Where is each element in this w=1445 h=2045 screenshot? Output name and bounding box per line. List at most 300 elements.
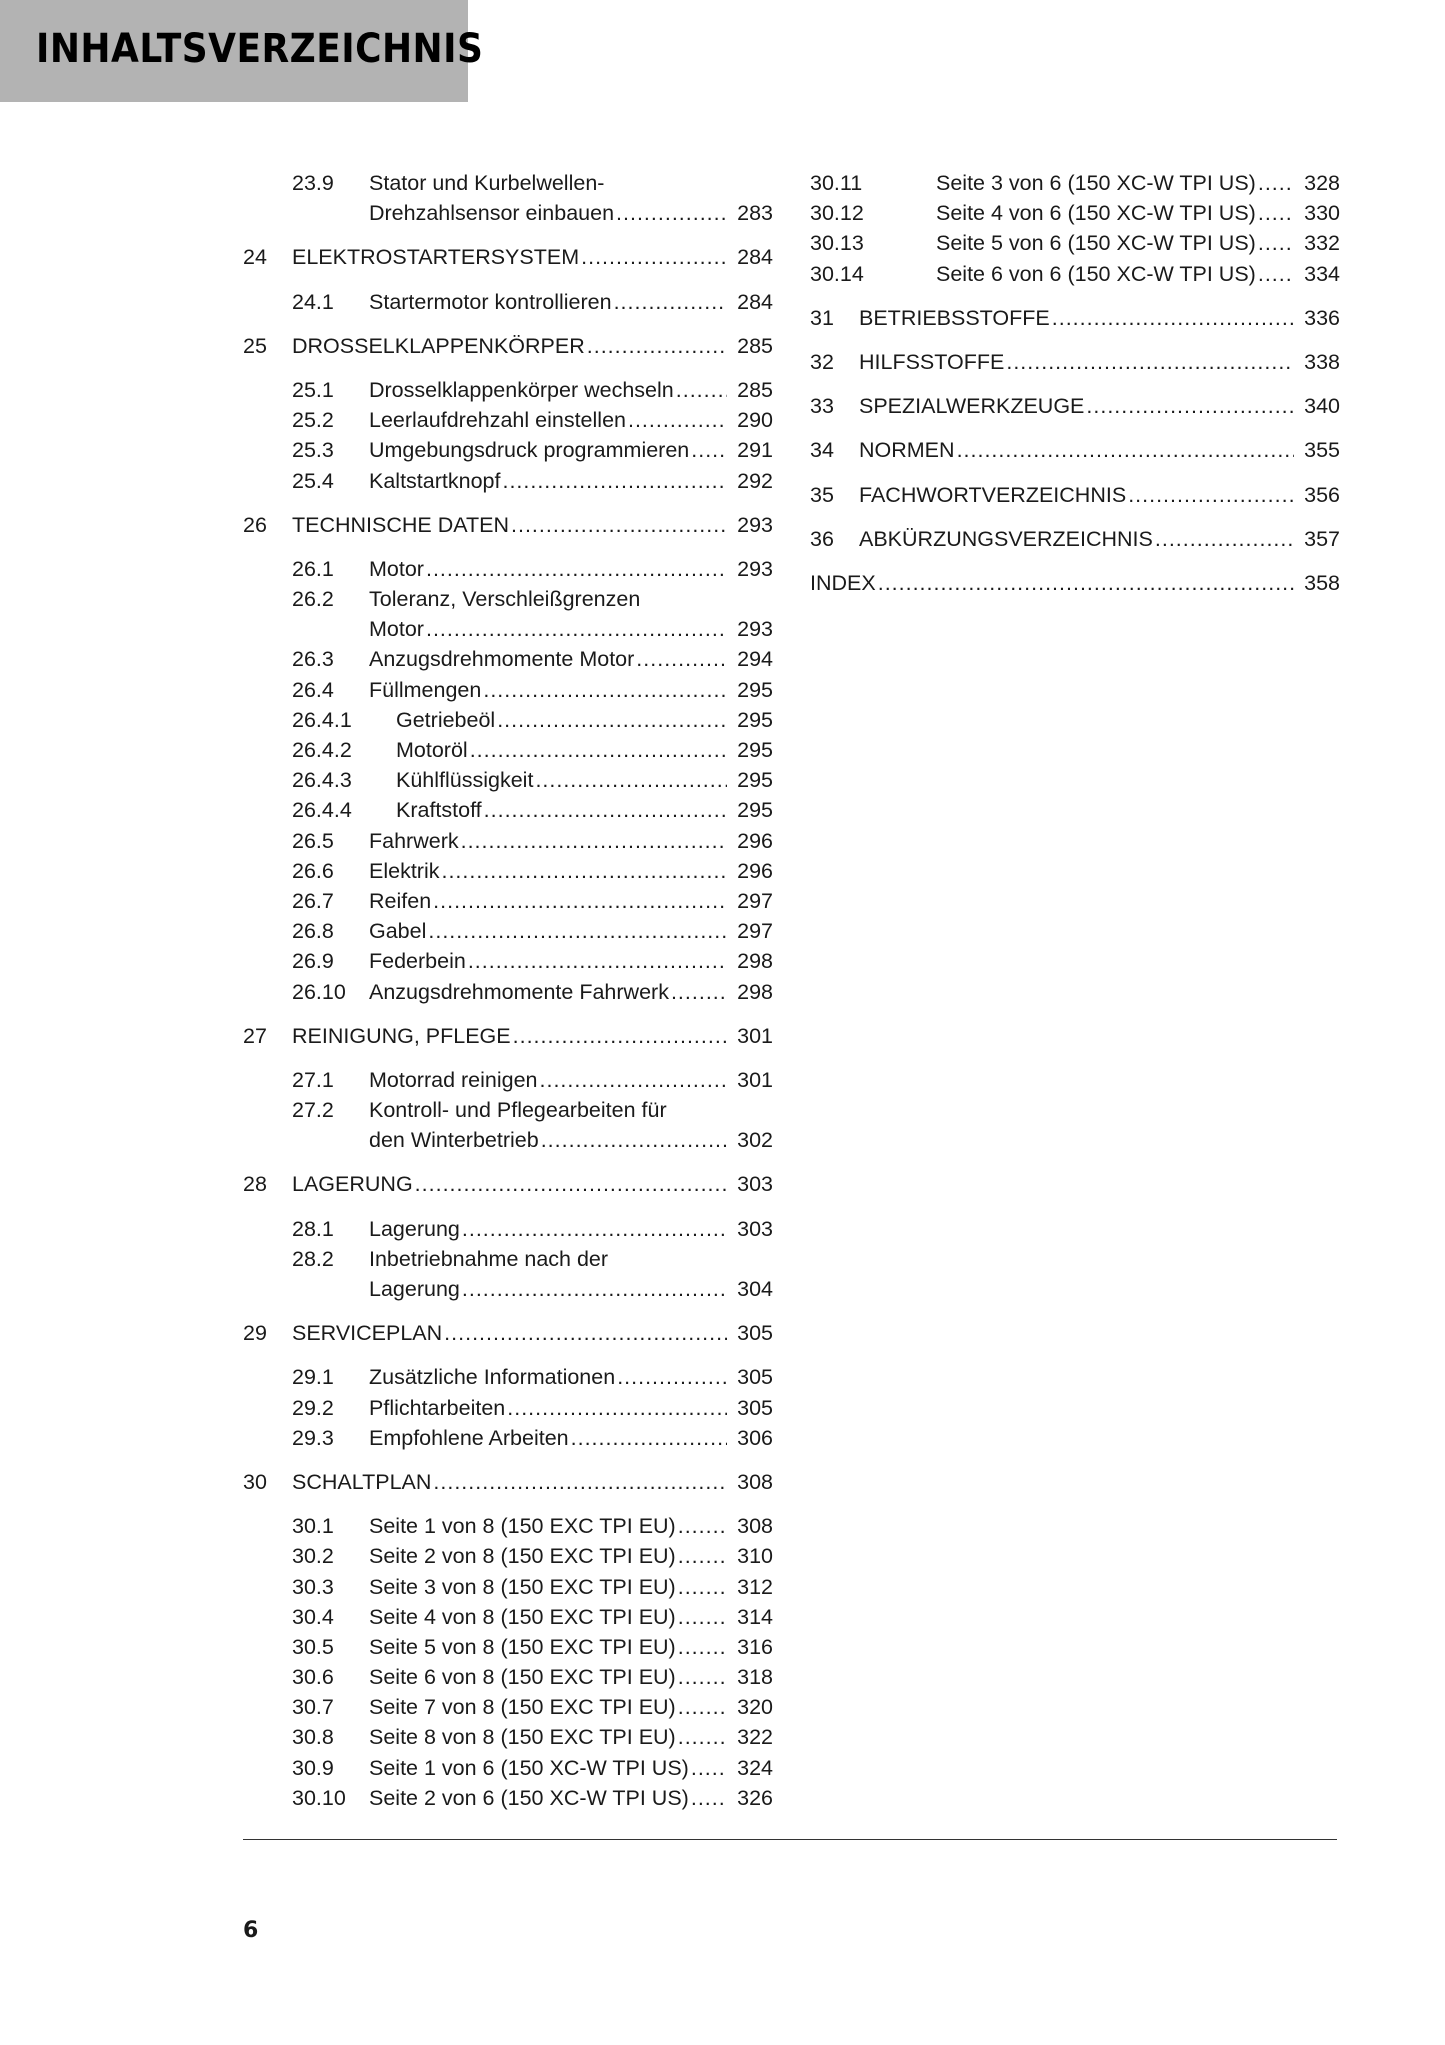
dot-leader: [678, 1722, 727, 1752]
spacer: [810, 377, 1340, 391]
dot-leader: [441, 856, 727, 886]
toc-section-entry[interactable]: [243, 675, 773, 705]
toc-entry-title: Reifen: [369, 888, 432, 913]
toc-entry-line: [243, 168, 773, 198]
toc-section-entry[interactable]: [243, 1362, 773, 1392]
toc-entry-page: 301: [737, 1023, 773, 1048]
toc-entry-number: 29.1: [292, 1365, 334, 1390]
spacer: [243, 1453, 773, 1467]
toc-entry-page: 310: [737, 1544, 773, 1569]
toc-entry-title: Füllmengen: [369, 677, 482, 702]
spacer: [810, 421, 1340, 435]
toc-entry-number: 30.9: [292, 1755, 334, 1780]
toc-entry-title: Seite 5 von 6 (150 XC-W TPI US): [936, 231, 1256, 256]
toc-entry-line: [243, 1244, 773, 1274]
spacer: [810, 333, 1340, 347]
toc-entry-line: [810, 435, 1340, 465]
dot-leader: [678, 1632, 727, 1662]
toc-entry-number: 26.1: [292, 556, 334, 581]
toc-entry-title: Seite 8 von 8 (150 EXC TPI EU): [369, 1725, 676, 1750]
toc-entry-title: Elektrik: [369, 858, 440, 883]
toc-entry-title: BETRIEBSSTOFFE: [859, 305, 1050, 330]
toc-section-entry[interactable]: [243, 1662, 773, 1692]
toc-section-entry[interactable]: [243, 765, 773, 795]
toc-entry-line: [243, 856, 773, 886]
dot-leader: [587, 331, 727, 361]
toc-section-entry[interactable]: [243, 1572, 773, 1602]
toc-entry-title: Seite 5 von 8 (150 EXC TPI EU): [369, 1634, 676, 1659]
toc-right-column: [810, 168, 1340, 598]
dot-leader: [678, 1541, 727, 1571]
toc-entry-number: 30.1: [292, 1514, 334, 1539]
toc-entry-number: 26.10: [292, 979, 346, 1004]
toc-entry-title: Lagerung: [369, 1277, 460, 1301]
toc-entry-page: 336: [1304, 305, 1340, 330]
toc-entry-number: 25: [243, 333, 267, 358]
toc-entry-page: 308: [737, 1469, 773, 1494]
toc-entry-title: Drosselklappenkörper wechseln: [369, 377, 674, 402]
toc-entry-number: 26.2: [292, 587, 334, 612]
toc-section-entry[interactable]: [810, 259, 1340, 289]
toc-entry-title: Motor: [369, 617, 424, 642]
toc-section-entry[interactable]: [243, 168, 773, 228]
toc-entry-number: 25.1: [292, 377, 334, 402]
toc-entry-number: 26.4.2: [292, 738, 352, 762]
spacer: [243, 540, 773, 554]
dot-leader: [502, 466, 727, 496]
toc-entry-title: Seite 1 von 6 (150 XC-W TPI US): [369, 1755, 689, 1780]
toc-entry-number: 28.2: [292, 1246, 334, 1271]
toc-entry-line: [243, 946, 773, 976]
toc-entry-page: 290: [737, 408, 773, 433]
toc-entry-page: 332: [1304, 231, 1340, 256]
toc-entry-title: Kaltstartknopf: [369, 468, 501, 493]
dot-leader: [581, 242, 727, 272]
dot-leader: [691, 1753, 727, 1783]
dot-leader: [1258, 198, 1294, 228]
toc-chapter-entry[interactable]: [243, 1021, 773, 1051]
toc-section-entry[interactable]: [243, 1065, 773, 1095]
toc-entry-number: 30.6: [292, 1665, 334, 1690]
toc-entry-title: Motoröl: [396, 738, 468, 762]
toc-entry-line: [243, 1423, 773, 1453]
toc-entry-number: 30.5: [292, 1634, 334, 1659]
toc-section-entry[interactable]: [810, 168, 1340, 198]
toc-entry-number: 25.2: [292, 408, 334, 433]
toc-entry-line: [243, 331, 773, 361]
dot-leader: [691, 435, 727, 465]
toc-entry-page: 293: [737, 512, 773, 537]
toc-entry-number: 24: [243, 245, 267, 270]
toc-entry-title: Seite 2 von 8 (150 EXC TPI EU): [369, 1544, 676, 1569]
toc-entry-number: 34: [810, 438, 834, 463]
toc-entry-number: 26: [243, 512, 267, 537]
toc-entry-line: [243, 1467, 773, 1497]
toc-entry-title: Anzugsdrehmomente Fahrwerk: [369, 979, 669, 1004]
toc-entry-number: 30.10: [292, 1785, 346, 1810]
toc-entry-title: Seite 4 von 6 (150 XC-W TPI US): [936, 201, 1256, 226]
toc-section-entry[interactable]: [810, 228, 1340, 258]
toc-chapter-entry[interactable]: [810, 568, 1340, 598]
toc-entry-line: [243, 705, 773, 735]
toc-section-entry[interactable]: [243, 1783, 773, 1813]
toc-section-entry[interactable]: [243, 826, 773, 856]
toc-entry-title: Getriebeöl: [396, 707, 496, 732]
spacer: [243, 1007, 773, 1021]
dot-leader: [433, 886, 727, 916]
dot-leader: [678, 1511, 727, 1541]
toc-chapter-entry[interactable]: [810, 524, 1340, 554]
toc-section-entry[interactable]: [243, 1511, 773, 1541]
toc-entry-line: [243, 735, 773, 765]
toc-entry-title: Seite 1 von 8 (150 EXC TPI EU): [369, 1514, 676, 1539]
toc-entry-page: 303: [737, 1172, 773, 1197]
toc-entry-title: Startermotor kontrollieren: [369, 289, 612, 314]
spacer: [243, 1348, 773, 1362]
toc-entry-title: den Winterbetrieb: [369, 1128, 539, 1153]
toc-entry-line: [243, 1065, 773, 1095]
dot-leader: [878, 568, 1294, 598]
dot-leader: [511, 510, 727, 540]
toc-entry-line: [243, 765, 773, 795]
toc-entry-number: 33: [810, 394, 834, 419]
spacer: [243, 361, 773, 375]
dot-leader: [1006, 347, 1294, 377]
toc-entry-line: [243, 1274, 773, 1304]
toc-entry-line: [243, 1722, 773, 1752]
toc-entry-page: 357: [1304, 526, 1340, 551]
toc-entry-line: [810, 259, 1340, 289]
toc-entry-line: [243, 554, 773, 584]
toc-chapter-entry[interactable]: [243, 510, 773, 540]
toc-left-column: [243, 168, 773, 1813]
dot-leader: [426, 554, 727, 584]
toc-entry-line: [243, 1753, 773, 1783]
toc-entry-line: [243, 1021, 773, 1051]
dot-leader: [507, 1393, 727, 1423]
toc-entry-page: 355: [1304, 438, 1340, 463]
toc-section-entry[interactable]: [243, 287, 773, 317]
toc-entry-title: ELEKTROSTARTERSYSTEM: [292, 245, 580, 270]
toc-entry-page: 284: [737, 289, 773, 314]
toc-section-entry[interactable]: [810, 198, 1340, 228]
toc-entry-page: 296: [737, 828, 773, 853]
toc-entry-line: [810, 198, 1340, 228]
dot-leader: [462, 1214, 727, 1244]
footer-divider: [243, 1839, 1337, 1840]
toc-section-entry[interactable]: [243, 946, 773, 976]
toc-section-entry[interactable]: [243, 705, 773, 735]
toc-entry-number: 30.13: [810, 231, 864, 256]
dot-leader: [433, 1467, 727, 1497]
toc-entry-title: Empfohlene Arbeiten: [369, 1425, 569, 1450]
dot-leader: [461, 826, 727, 856]
dot-leader: [1258, 228, 1294, 258]
toc-entry-line: [243, 1318, 773, 1348]
toc-entry-page: 316: [737, 1634, 773, 1659]
dot-leader: [676, 375, 727, 405]
toc-section-entry[interactable]: [243, 554, 773, 584]
toc-entry-title: Motorrad reinigen: [369, 1067, 538, 1092]
toc-section-entry[interactable]: [243, 1244, 773, 1304]
toc-section-entry[interactable]: [243, 1602, 773, 1632]
toc-entry-title: Gabel: [369, 919, 427, 944]
toc-section-entry[interactable]: [243, 856, 773, 886]
toc-entry-title: HILFSSTOFFE: [859, 349, 1005, 374]
dot-leader: [691, 1783, 727, 1813]
toc-entry-line: [243, 1125, 773, 1155]
toc-entry-page: 284: [737, 245, 773, 270]
toc-section-entry[interactable]: [243, 916, 773, 946]
toc-entry-line: [243, 510, 773, 540]
toc-entry-page: 308: [737, 1514, 773, 1539]
toc-section-entry[interactable]: [243, 1722, 773, 1752]
toc-entry-line: [243, 675, 773, 705]
toc-entry-page: 295: [737, 738, 773, 762]
toc-entry-number: 30.4: [292, 1604, 334, 1629]
toc-chapter-entry[interactable]: [810, 303, 1340, 333]
toc-entry-page: 293: [737, 556, 773, 581]
toc-entry-line: [810, 303, 1340, 333]
toc-entry-number: 28.1: [292, 1216, 334, 1241]
dot-leader: [428, 916, 727, 946]
toc-entry-title: FACHWORTVERZEICHNIS: [859, 482, 1127, 507]
toc-entry-line: [243, 1393, 773, 1423]
toc-entry-title: SPEZIALWERKZEUGE: [859, 394, 1085, 419]
toc-section-entry[interactable]: [243, 795, 773, 825]
toc-section-entry[interactable]: [243, 1423, 773, 1453]
toc-chapter-entry[interactable]: [810, 480, 1340, 510]
toc-entry-line: [810, 228, 1340, 258]
toc-entry-number: 36: [810, 526, 834, 551]
toc-section-entry[interactable]: [243, 1541, 773, 1571]
toc-entry-page: 320: [737, 1695, 773, 1720]
spacer: [243, 1200, 773, 1214]
toc-entry-page: 305: [737, 1395, 773, 1420]
spacer: [810, 554, 1340, 568]
toc-entry-page: 324: [737, 1755, 773, 1780]
toc-entry-title: Seite 4 von 8 (150 EXC TPI EU): [369, 1604, 676, 1629]
toc-entry-line: [243, 1095, 773, 1125]
toc-entry-line: [243, 826, 773, 856]
dot-leader: [678, 1572, 727, 1602]
toc-entry-title: Seite 2 von 6 (150 XC-W TPI US): [369, 1785, 689, 1810]
toc-chapter-entry[interactable]: [810, 391, 1340, 421]
toc-entry-line: [810, 391, 1340, 421]
toc-entry-page: 293: [737, 617, 773, 642]
dot-leader: [1258, 259, 1294, 289]
page-number: 6: [243, 1918, 259, 1943]
toc-entry-number: 26.4.1: [292, 707, 352, 732]
toc-entry-line: [243, 1541, 773, 1571]
toc-entry-line: [243, 1783, 773, 1813]
toc-entry-page: 298: [737, 949, 773, 974]
toc-entry-line: [243, 1511, 773, 1541]
toc-entry-number: 26.8: [292, 919, 334, 944]
page-title: INHALTSVERZEICHNIS: [36, 26, 484, 72]
dot-leader: [483, 675, 727, 705]
toc-entry-line: [810, 480, 1340, 510]
toc-entry-page: 318: [737, 1665, 773, 1690]
toc-section-entry[interactable]: [243, 405, 773, 435]
spacer: [243, 1051, 773, 1065]
toc-section-entry[interactable]: [243, 735, 773, 765]
spacer: [810, 510, 1340, 524]
dot-leader: [678, 1602, 727, 1632]
toc-entry-line: [243, 1692, 773, 1722]
toc-section-entry[interactable]: [243, 644, 773, 674]
spacer: [243, 1304, 773, 1318]
toc-entry-title: NORMEN: [859, 438, 955, 463]
toc-entry-page: 301: [737, 1067, 773, 1092]
spacer: [243, 1497, 773, 1511]
dot-leader: [614, 287, 727, 317]
toc-entry-number: 26.3: [292, 647, 334, 672]
toc-section-entry[interactable]: [243, 466, 773, 496]
toc-entry-page: 295: [737, 707, 773, 732]
toc-entry-title: ABKÜRZUNGSVERZEICHNIS: [859, 526, 1153, 551]
toc-entry-number: 26.4.3: [292, 768, 352, 793]
toc-entry-title: Seite 3 von 6 (150 XC-W TPI US): [936, 171, 1256, 195]
toc-entry-line: [243, 1169, 773, 1199]
toc-entry-line: [243, 977, 773, 1007]
toc-entry-title: Federbein: [369, 949, 466, 974]
dot-leader: [415, 1169, 727, 1199]
header-bar: [0, 0, 484, 102]
toc-entry-title: Umgebungsdruck programmieren: [369, 438, 690, 463]
toc-entry-number: 31: [810, 305, 834, 330]
toc-entry-page: 303: [737, 1216, 773, 1241]
toc-chapter-entry[interactable]: [243, 1169, 773, 1199]
dot-leader: [617, 1362, 727, 1392]
toc-entry-line: [243, 1214, 773, 1244]
toc-entry-page: 356: [1304, 482, 1340, 507]
toc-section-entry[interactable]: [243, 375, 773, 405]
toc-entry-number: 30.7: [292, 1695, 334, 1720]
dot-leader: [426, 614, 727, 644]
toc-entry-page: 334: [1304, 261, 1340, 286]
toc-entry-title: Zusätzliche Informationen: [369, 1365, 616, 1390]
toc-entry-number: 26.9: [292, 949, 334, 974]
dot-leader: [468, 946, 727, 976]
toc-chapter-entry[interactable]: [810, 347, 1340, 377]
dot-leader: [1258, 168, 1294, 198]
toc-entry-page: 297: [737, 919, 773, 944]
dot-leader: [540, 1065, 727, 1095]
toc-entry-page: 292: [737, 468, 773, 493]
toc-entry-title: Toleranz, Verschleißgrenzen: [369, 587, 641, 612]
toc-section-entry[interactable]: [243, 1095, 773, 1155]
dot-leader: [616, 198, 727, 228]
toc-entry-line: [243, 1572, 773, 1602]
toc-entry-number: 27.1: [292, 1067, 334, 1092]
toc-entry-number: 29.2: [292, 1395, 334, 1420]
toc-entry-page: 283: [737, 201, 773, 226]
toc-chapter-entry[interactable]: [243, 1467, 773, 1497]
toc-chapter-entry[interactable]: [810, 435, 1340, 465]
toc-section-entry[interactable]: [243, 435, 773, 465]
toc-entry-title: DROSSELKLAPPENKÖRPER: [292, 333, 585, 358]
toc-section-entry[interactable]: [243, 1214, 773, 1244]
toc-entry-page: 305: [737, 1321, 773, 1346]
toc-entry-line: [810, 347, 1340, 377]
toc-entry-page: 295: [737, 677, 773, 702]
toc-entry-page: 295: [737, 798, 773, 823]
toc-entry-title: Drehzahlsensor einbauen: [369, 201, 615, 226]
toc-entry-line: [243, 1362, 773, 1392]
toc-entry-title: Leerlaufdrehzahl einstellen: [369, 408, 626, 433]
toc-entry-line: [810, 168, 1340, 198]
toc-entry-title: Fahrwerk: [369, 828, 459, 853]
spacer: [243, 496, 773, 510]
toc-section-entry[interactable]: [243, 886, 773, 916]
toc-entry-title: Lagerung: [369, 1216, 460, 1241]
spacer: [243, 317, 773, 331]
dot-leader: [571, 1423, 727, 1453]
toc-entry-number: 30.11: [810, 171, 863, 195]
toc-entry-page: 298: [737, 979, 773, 1004]
dot-leader: [678, 1692, 727, 1722]
toc-chapter-entry[interactable]: [243, 242, 773, 272]
toc-entry-title: Kühlflüssigkeit: [396, 768, 534, 793]
toc-entry-title: Seite 6 von 6 (150 XC-W TPI US): [936, 261, 1256, 286]
toc-entry-number: 30.14: [810, 261, 864, 286]
spacer: [243, 273, 773, 287]
toc-section-entry[interactable]: [243, 1753, 773, 1783]
toc-entry-title: INDEX: [810, 570, 876, 595]
toc-chapter-entry[interactable]: [243, 331, 773, 361]
toc-entry-line: [243, 886, 773, 916]
toc-section-entry[interactable]: [243, 1632, 773, 1662]
toc-entry-title: Seite 3 von 8 (150 EXC TPI EU): [369, 1574, 676, 1599]
toc-chapter-entry[interactable]: [243, 1318, 773, 1348]
toc-entry-number: 30.12: [810, 201, 864, 226]
toc-entry-line: [243, 198, 773, 228]
toc-entry-line: [243, 375, 773, 405]
toc-entry-page: 285: [737, 333, 773, 358]
toc-section-entry[interactable]: [243, 584, 773, 644]
dot-leader: [484, 795, 727, 825]
toc-entry-number: 26.6: [292, 858, 334, 883]
toc-entry-page: 312: [737, 1574, 773, 1599]
toc-entry-line: [810, 524, 1340, 554]
toc-section-entry[interactable]: [243, 1393, 773, 1423]
toc-section-entry[interactable]: [243, 1692, 773, 1722]
toc-entry-line: [243, 795, 773, 825]
toc-entry-number: 28: [243, 1172, 267, 1197]
dot-leader: [497, 705, 727, 735]
spacer: [810, 466, 1340, 480]
toc-entry-number: 26.7: [292, 888, 334, 913]
toc-entry-number: 27: [243, 1023, 267, 1048]
dot-leader: [535, 765, 727, 795]
toc-entry-number: 24.1: [292, 289, 334, 314]
dot-leader: [513, 1021, 727, 1051]
toc-entry-number: 27.2: [292, 1098, 334, 1123]
toc-entry-number: 32: [810, 349, 834, 374]
toc-entry-line: [243, 614, 773, 644]
toc-entry-title: TECHNISCHE DATEN: [292, 512, 510, 537]
toc-entry-page: 291: [737, 438, 773, 463]
toc-entry-line: [243, 466, 773, 496]
toc-entry-page: 338: [1304, 349, 1340, 374]
toc-section-entry[interactable]: [243, 977, 773, 1007]
toc-entry-number: 30.8: [292, 1725, 334, 1750]
dot-leader: [1052, 303, 1294, 333]
toc-entry-line: [243, 435, 773, 465]
toc-entry-title: Motor: [369, 556, 424, 581]
toc-entry-page: 297: [737, 888, 773, 913]
